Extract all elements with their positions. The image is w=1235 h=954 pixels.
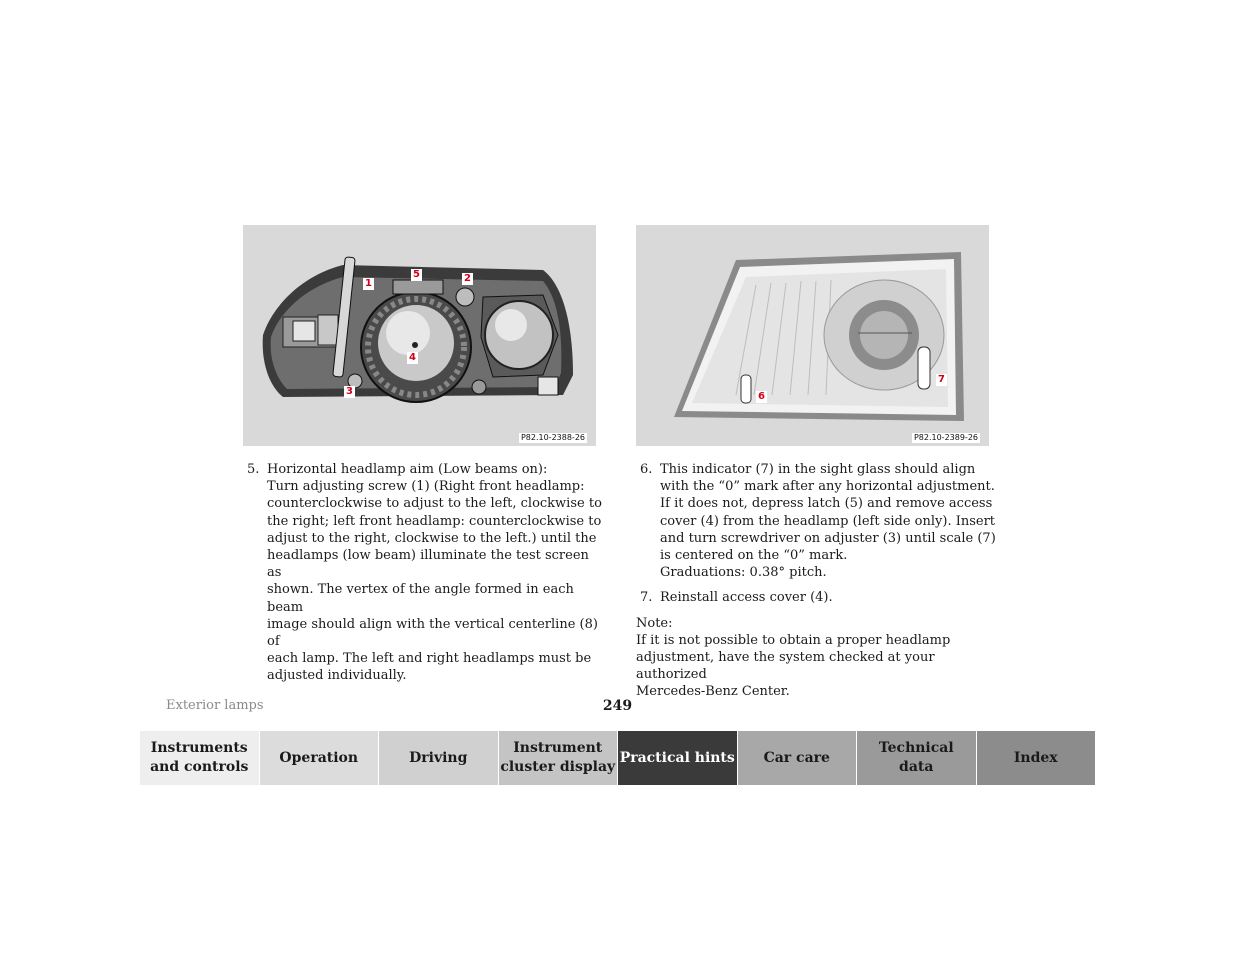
callout-3: 3 [346, 386, 353, 397]
callout-5: 5 [413, 269, 420, 280]
step-line: the right; left front headlamp: counterclockwise to [267, 513, 602, 529]
step-line: counterclockwise to adjust to the left, clockwise to [267, 496, 602, 512]
step-line: cover (4) from the headlamp (left side only). Insert [660, 513, 996, 529]
step-line: Turn adjusting screw (1) (Right front headlamp: [267, 479, 585, 495]
tab-technical-data[interactable] [857, 731, 977, 785]
tab-label: cluster display [500, 759, 616, 775]
headlamp-front-figure [636, 225, 989, 446]
step-line: and turn screwdriver on adjuster (3) until scale (7) [660, 530, 996, 546]
note-line: adjustment, have the system checked at your authorized [636, 650, 935, 683]
instructions-right [636, 461, 996, 701]
step-line: image should align with the vertical centerline (8) of [267, 616, 598, 650]
step-number: 6. [640, 462, 653, 477]
tab-label: Index [1013, 749, 1058, 766]
step-line: Horizontal headlamp aim (Low beams on): [267, 462, 548, 477]
step-6 [636, 461, 996, 581]
tab-label: Instrument [513, 740, 603, 756]
step-line: headlamps (low beam) illuminate the test screen as [267, 548, 589, 581]
step-line: adjusted individually. [267, 668, 407, 684]
tab-label: Car care [763, 749, 830, 766]
step-line: adjust to the right, clockwise to the left.) until the [267, 530, 597, 546]
note-label: Note: [636, 615, 673, 631]
headlamp-rear-figure [243, 225, 596, 446]
note [636, 615, 996, 701]
tab-label: data [899, 759, 934, 775]
tab-label: Driving [409, 749, 468, 766]
step-7 [636, 589, 996, 606]
step-line: shown. The vertex of the angle formed in each beam [267, 582, 574, 615]
tab-practical-hints[interactable] [618, 731, 738, 785]
tab-car-care[interactable] [738, 731, 858, 785]
section-title: Exterior lamps [166, 698, 264, 713]
chapter-tabs [140, 731, 1095, 785]
tab-label: Instruments [150, 740, 248, 756]
step-number: 5. [247, 462, 260, 477]
step-line: is centered on the “0” mark. [660, 548, 848, 564]
tab-operation[interactable] [260, 731, 380, 785]
callout-4: 4 [409, 352, 416, 363]
figure-code: P82.10-2389-26 [913, 433, 978, 442]
tab-instrument-cluster-display[interactable] [499, 731, 619, 785]
step-line: If it does not, depress latch (5) and remove access [660, 496, 993, 512]
figure-code: P82.10-2388-26 [520, 433, 585, 442]
tab-index[interactable] [977, 731, 1096, 785]
tab-driving[interactable] [379, 731, 499, 785]
step-line: with the “0” mark after any horizontal adjustment. [660, 479, 995, 495]
step-line: each lamp. The left and right headlamps must be [267, 651, 592, 667]
page-number: 249 [602, 698, 633, 714]
tab-instruments-and-controls[interactable] [140, 731, 260, 785]
headlamp-front-illustration [636, 225, 989, 446]
step-line: Graduations: 0.38° pitch. [660, 565, 827, 581]
step-number: 7. [640, 590, 653, 606]
tab-label: Operation [279, 749, 359, 766]
callout-7: 7 [938, 374, 945, 385]
callout-2: 2 [464, 273, 471, 284]
tab-label: and controls [150, 759, 249, 775]
tab-label: Technical [878, 740, 954, 756]
callout-1: 1 [365, 278, 372, 289]
note-line: Mercedes-Benz Center. [636, 684, 790, 700]
tab-label: Practical hints [619, 749, 735, 766]
instructions-left [243, 461, 603, 685]
callout-6: 6 [758, 391, 765, 402]
step-5 [243, 461, 603, 685]
step-line: This indicator (7) in the sight glass should align [660, 462, 976, 477]
note-line: If it is not possible to obtain a proper headlamp [636, 632, 951, 648]
headlamp-rear-illustration [243, 225, 596, 446]
step-line: Reinstall access cover (4). [660, 590, 833, 606]
